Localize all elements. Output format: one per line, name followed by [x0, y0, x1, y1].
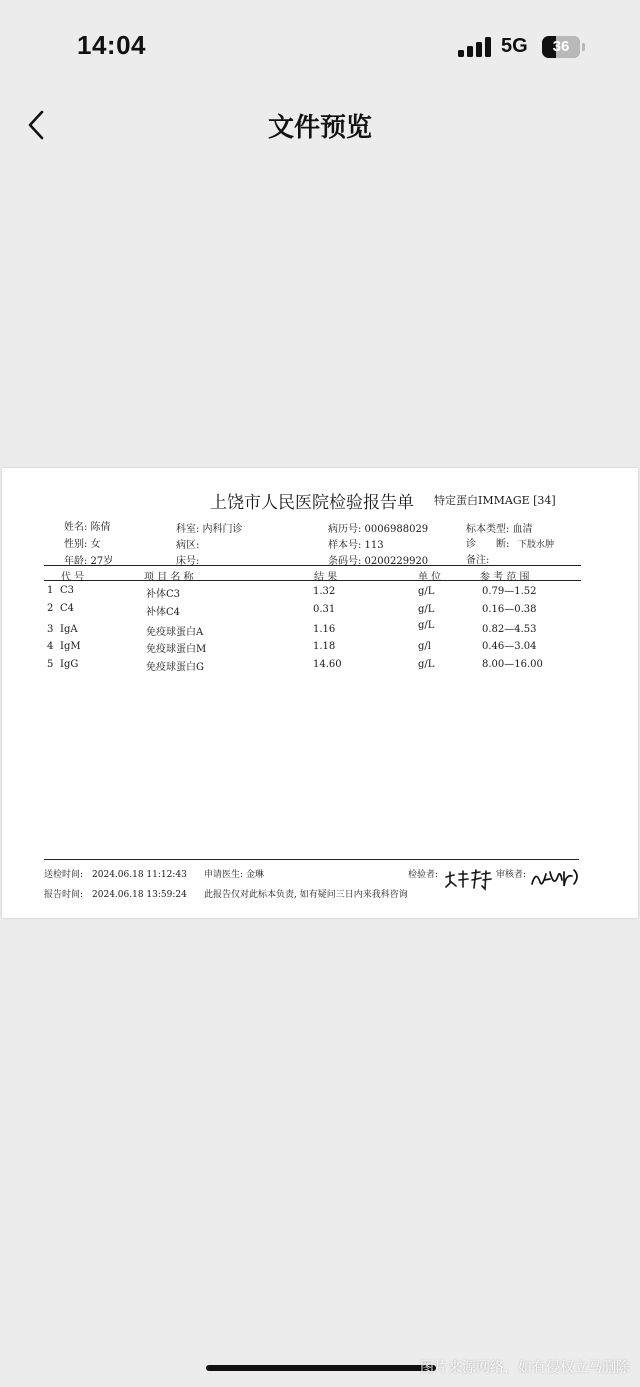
column-code: 代 号 — [61, 572, 85, 583]
column-divider — [44, 580, 581, 581]
row-index: 5 — [47, 659, 54, 670]
column-reference-range: 参 考 范 围 — [480, 572, 530, 583]
row-index: 2 — [47, 603, 54, 614]
department: 科室: 内科门诊 — [176, 524, 243, 535]
reviewer-signature — [530, 866, 582, 892]
row-code: IgA — [60, 624, 78, 635]
status-time: 14:04 — [77, 30, 146, 60]
row-code: IgM — [60, 641, 81, 652]
row-result: 14.60 — [313, 659, 342, 670]
row-index: 1 — [47, 585, 54, 596]
cellular-signal-icon — [458, 37, 492, 57]
status-bar — [0, 0, 640, 95]
row-item-name: 补体C4 — [146, 607, 181, 618]
patient-name: 姓名: 陈倩 — [64, 522, 111, 533]
row-unit: g/L — [418, 604, 435, 615]
row-reference-range: 0.79—1.52 — [482, 586, 537, 597]
row-reference-range: 0.16—0.38 — [482, 604, 537, 615]
column-unit: 单 位 — [418, 572, 442, 583]
page-title: 文件预览 — [267, 113, 372, 143]
network-type: 5G — [501, 35, 528, 57]
battery-icon — [542, 36, 580, 58]
diagnosis-value: 下肢水肿 — [518, 540, 555, 550]
battery-level: 36 — [552, 38, 570, 55]
remarks-label: 备注: — [466, 555, 490, 566]
examiner-signature — [444, 869, 494, 891]
row-item-name: 免疫球蛋白G — [146, 662, 204, 673]
row-result: 1.18 — [313, 641, 336, 652]
examiner-label: 检验者: — [408, 870, 439, 880]
disclaimer: 此报告仅对此标本负责, 如有疑问三日内来我科咨询 — [204, 890, 408, 900]
row-index: 4 — [47, 641, 54, 652]
row-unit: g/L — [418, 620, 435, 631]
row-unit: g/l — [418, 641, 431, 652]
row-index: 3 — [47, 624, 54, 635]
patient-age: 年龄: 27岁 — [64, 556, 114, 567]
row-unit: g/L — [418, 586, 435, 597]
battery-cap — [582, 43, 585, 51]
report-time: 报告时间: 2024.06.18 13:59:24 — [44, 890, 187, 900]
row-unit: g/L — [418, 659, 435, 670]
barcode-number: 条码号: 0200229920 — [328, 556, 429, 567]
column-item-name: 项 目 名 称 — [144, 572, 194, 583]
row-code: C3 — [60, 585, 75, 596]
nav-bar — [0, 95, 640, 155]
bed: 床号: — [176, 556, 200, 567]
specimen-type: 标本类型: 血清 — [466, 524, 533, 535]
row-reference-range: 0.82—4.53 — [482, 624, 537, 635]
column-result: 结 果 — [314, 572, 338, 583]
row-item-name: 免疫球蛋白A — [146, 627, 204, 638]
row-reference-range: 0.46—3.04 — [482, 641, 537, 652]
record-number: 病历号: 0006988029 — [328, 524, 429, 535]
row-result: 0.31 — [313, 604, 336, 615]
row-result: 1.32 — [313, 586, 336, 597]
report-subtitle: 特定蛋白IMMAGE [34] — [434, 494, 556, 507]
submit-time: 送检时间: 2024.06.18 11:12:43 — [44, 870, 187, 880]
row-code: IgG — [60, 659, 79, 670]
row-code: C4 — [60, 603, 75, 614]
report-document[interactable] — [2, 468, 638, 918]
report-title: 上饶市人民医院检验报告单 — [210, 493, 414, 513]
row-result: 1.16 — [313, 624, 336, 635]
ward: 病区: — [176, 540, 200, 551]
row-item-name: 免疫球蛋白M — [146, 644, 207, 655]
row-item-name: 补体C3 — [146, 589, 181, 600]
diagnosis-label: 诊 断: — [466, 539, 510, 550]
home-indicator[interactable] — [206, 1365, 436, 1371]
header-divider — [44, 565, 581, 566]
row-reference-range: 8.00—16.00 — [482, 659, 543, 670]
requesting-doctor: 申请医生: 金琳 — [204, 870, 264, 880]
reviewer-label: 审核者: — [496, 870, 527, 880]
patient-gender: 性别: 女 — [64, 539, 101, 550]
footer-divider — [44, 859, 579, 860]
watermark: 图片来源网络，如有侵权立马删除 — [420, 1360, 630, 1376]
sample-number: 样本号: 113 — [328, 540, 384, 551]
